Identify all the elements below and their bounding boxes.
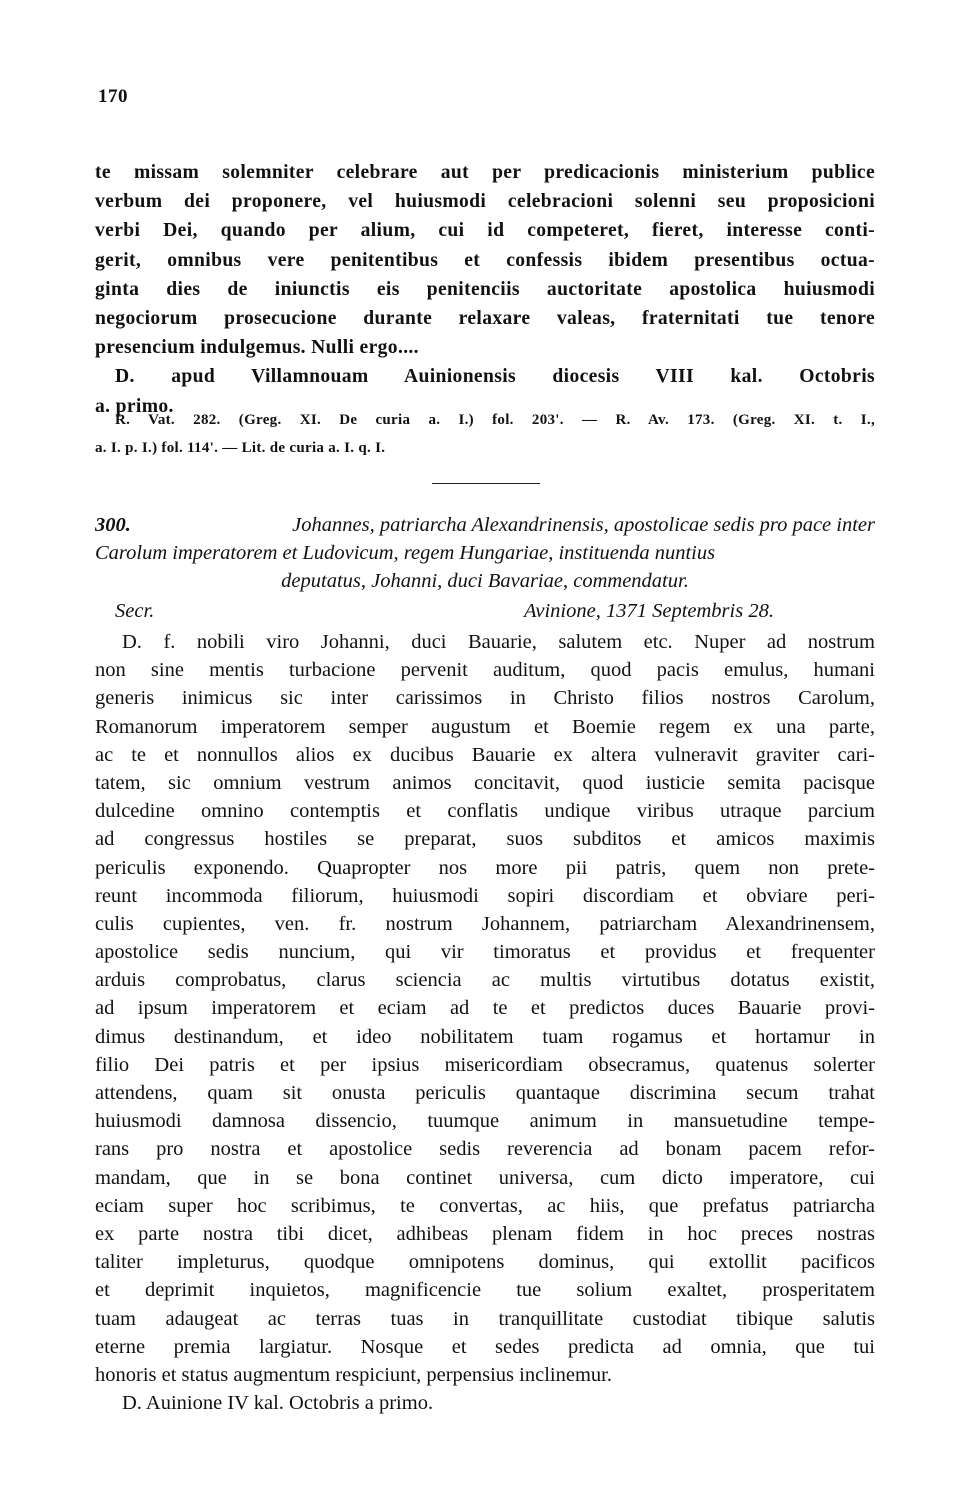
place-date: Avinione, 1371 Septembris 28.: [524, 600, 774, 622]
text-line: rans pro nostra et apostolice sedis reverencia ad bonam pacem refor-: [95, 1138, 875, 1161]
section-divider: [432, 483, 540, 484]
text-line: tatem, sic omnium vestrum animos concitavit, quod iusticie semita pacisque: [95, 771, 875, 794]
text-line: ex parte nostra tibi dicet, adhibeas plenam fidem in hoc preces nostras: [95, 1222, 875, 1245]
archival-reference: [95, 406, 875, 462]
text-line: dulcedine omnino contemptis et conflatis undique viribus utraque parcium: [95, 800, 875, 823]
text-line: non sine mentis turbacione pervenit auditum, quod pacis emulus, humani: [95, 659, 875, 682]
entry-heading-text: Carolum imperatorem et Ludovicum, regem Hungariae, instituenda nuntius: [95, 542, 716, 564]
text-line: mandam, que in se bona continet universa, cum dicto imperatore, cui: [95, 1166, 875, 1189]
text-line: attendens, quam sit onusta periculis quantaque discrimina secum trahat: [95, 1082, 875, 1104]
text-line: te missam solemniter celebrare aut per predicacionis ministerium publice: [95, 162, 875, 183]
entry-heading-text: Johannes, patriarcha Alexandrinensis, apostolicae sedis pro pace inter: [292, 514, 875, 536]
text-line: eterne premia largiatur. Nosque et sedes predicta ad omnia, que tui: [95, 1335, 875, 1358]
text-line: gerit, omnibus vere penitentibus et confessis ibidem presentibus octua-: [95, 249, 875, 271]
text-line: ad ipsum imperatorem et eciam ad te et predictos duces Bauarie provi-: [95, 997, 875, 1020]
text-line: arduis comprobatus, clarus sciencia ac multis virtutibus dotatus existit,: [95, 969, 875, 992]
reference-line: R. Vat. 282. (Greg. XI. De curia a. I.) fol. 203'. — R. Av. 173. (Greg. XI. t. I.,: [115, 412, 875, 428]
source-note: Secr.: [115, 600, 155, 622]
text-line: honoris et status augmentum respiciunt, perpensius inclinemur.: [95, 1363, 612, 1386]
dating-line: D. Auinione IV kal. Octobris a primo.: [122, 1392, 434, 1415]
entry-heading-line: deputatus, Johanni, duci Bavariae, commendatur.: [281, 570, 689, 592]
text-line: ginta dies de iniunctis eis penitenciis auctoritate apostolica huiusmodi: [95, 278, 875, 300]
preceding-entry-text: [95, 158, 875, 421]
text-line: filio Dei patris et per ipsius misericordiam obsecramus, quatenus solerter: [95, 1053, 875, 1076]
dating-line: D. apud Villamnouam Auinionensis diocesis VIII kal. Octobris: [115, 366, 875, 388]
text-line: et deprimit inquietos, magnificencie tue solium exaltet, prosperitatem: [95, 1279, 875, 1302]
text-line: verbi Dei, quando per alium, cui id competeret, fieret, interesse conti-: [95, 220, 875, 242]
text-line: reunt incommoda filiorum, huiusmodi sopiri discordiam et obviare peri-: [95, 884, 875, 907]
text-line: eciam super hoc scribimus, te convertas, ac hiis, que prefatus patriarcha: [95, 1194, 875, 1217]
text-line: dimus destinandum, et ideo nobilitatem tuam rogamus et hortamur in: [95, 1025, 875, 1048]
text-line: tuam adaugeat ac terras tuas in tranquillitate custodiat tibique salutis: [95, 1307, 875, 1330]
entry-number: 300.: [95, 514, 131, 536]
text-line: D. f. nobili viro Johanni, duci Bauarie, salutem etc. Nuper ad nostrum: [122, 631, 875, 653]
text-line: culis cupientes, ven. fr. nostrum Johannem, patriarcham Alexandrinensem,: [95, 912, 875, 935]
text-line: taliter impleturus, quodque omnipotens dominus, qui extollit pacificos: [95, 1251, 875, 1274]
entry-body: [95, 628, 875, 1417]
text-line: generis inimicus sic inter carissimos in Christo filios nostros Carolum,: [95, 687, 875, 710]
entry-heading-line: [95, 542, 875, 565]
reference-line: a. I. p. I.) fol. 114'. — Lit. de curia a. I. q. I.: [95, 440, 386, 456]
text-line: huiusmodi damnosa dissencio, tuumque animum in mansuetudine tempe-: [95, 1110, 875, 1133]
text-line: verbum dei proponere, vel huiusmodi celebracioni solenni seu proposicioni: [95, 191, 875, 213]
text-line: presencium indulgemus. Nulli ergo....: [95, 337, 419, 359]
text-line: a. primo.: [95, 395, 174, 417]
text-line: periculis exponendo. Quapropter nos more pii patris, quem non prete-: [95, 856, 875, 879]
text-line: negociorum prosecucione durante relaxare valeas, fraternitati tue tenore: [95, 307, 875, 329]
page-number: 170: [98, 86, 128, 107]
text-line: ad congressus hostiles se preparat, suos subditos et amicos maximis: [95, 828, 875, 851]
entry-heading-line: [95, 514, 875, 537]
text-line: ac te et nonnullos alios ex ducibus Bauarie ex altera vulneravit graviter cari-: [95, 743, 875, 766]
text-line: Romanorum imperatorem semper augustum et Boemie regem ex una parte,: [95, 715, 875, 738]
text-line: apostolice sedis nuncium, qui vir timoratus et providus et frequenter: [95, 941, 875, 964]
